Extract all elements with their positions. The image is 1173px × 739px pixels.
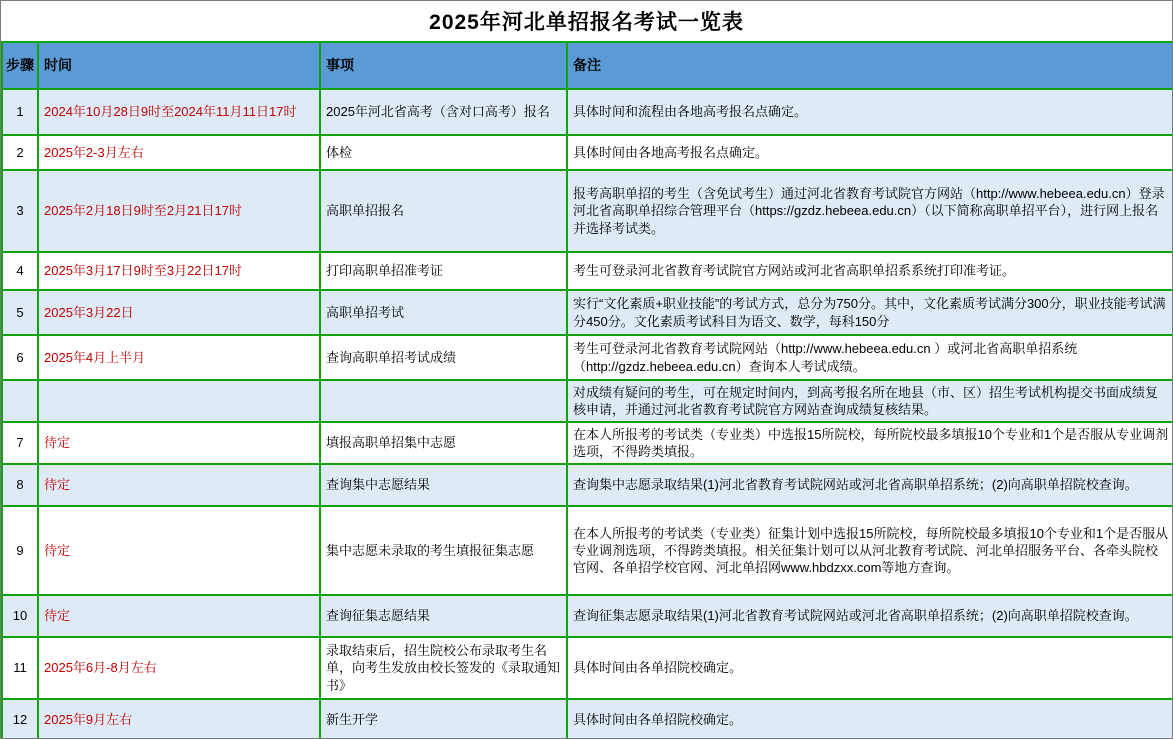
- item-cell: 查询集中志愿结果: [320, 464, 567, 506]
- column-header-note: 备注: [567, 42, 1173, 89]
- time-cell: 2025年3月22日: [38, 290, 320, 335]
- time-cell: 待定: [38, 506, 320, 595]
- table-row: [2, 506, 1173, 595]
- table-row: [2, 335, 1173, 380]
- step-cell: 9: [2, 506, 38, 595]
- note-cell: 查询集中志愿录取结果(1)河北省教育考试院网站或河北省高职单招系统；(2)向高职单招院校查询。: [567, 464, 1173, 506]
- item-cell: 填报高职单招集中志愿: [320, 422, 567, 464]
- time-cell: 2024年10月28日9时至2024年11月11日17时: [38, 89, 320, 135]
- table-row: [2, 170, 1173, 252]
- table-row: [2, 464, 1173, 506]
- time-cell: 待定: [38, 464, 320, 506]
- step-cell: 11: [2, 637, 38, 699]
- item-cell: 新生开学: [320, 699, 567, 739]
- item-cell: 高职单招考试: [320, 290, 567, 335]
- time-cell: 2025年6月-8月左右: [38, 637, 320, 699]
- table-row: [2, 135, 1173, 170]
- note-cell: 具体时间和流程由各地高考报名点确定。: [567, 89, 1173, 135]
- table-row: [2, 89, 1173, 135]
- item-cell: 集中志愿未录取的考生填报征集志愿: [320, 506, 567, 595]
- step-cell: 8: [2, 464, 38, 506]
- time-cell: 2025年4月上半月: [38, 335, 320, 380]
- time-cell: 待定: [38, 422, 320, 464]
- time-cell: 2025年3月17日9时至3月22日17时: [38, 252, 320, 290]
- table-body: [2, 89, 1173, 739]
- table-row: [2, 595, 1173, 637]
- column-header-item: 事项: [320, 42, 567, 89]
- step-cell: 12: [2, 699, 38, 739]
- item-cell: 高职单招报名: [320, 170, 567, 252]
- table-row: [2, 380, 1173, 422]
- note-cell: 具体时间由各地高考报名点确定。: [567, 135, 1173, 170]
- step-cell: 5: [2, 290, 38, 335]
- item-cell: 查询征集志愿结果: [320, 595, 567, 637]
- exam-schedule-table: [1, 41, 1173, 739]
- step-cell: 7: [2, 422, 38, 464]
- step-cell: 10: [2, 595, 38, 637]
- column-header-step: 步骤: [2, 42, 38, 89]
- note-cell: 考生可登录河北省教育考试院官方网站或河北省高职单招系系统打印准考证。: [567, 252, 1173, 290]
- table-row: [2, 252, 1173, 290]
- table-header-row: [2, 42, 1173, 89]
- table-row: [2, 422, 1173, 464]
- note-cell: 在本人所报考的考试类（专业类）征集计划中选报15所院校，每所院校最多填报10个专业和1个是否服从专业调剂选项，不得跨类填报。相关征集计划可以从河北教育考试院、河北单招服务平台、各牵头院校官网、各单招学校官网、河北单招网www.hbdzxx.com等地方查询。: [567, 506, 1173, 595]
- page-title: 2025年河北单招报名考试一览表: [429, 11, 744, 34]
- step-cell: 1: [2, 89, 38, 135]
- table-row: [2, 637, 1173, 699]
- note-cell: 在本人所报考的考试类（专业类）中选报15所院校，每所院校最多填报10个专业和1个是否服从专业调剂选项，不得跨类填报。: [567, 422, 1173, 464]
- item-cell: 查询高职单招考试成绩: [320, 335, 567, 380]
- step-cell: 4: [2, 252, 38, 290]
- time-cell: 2025年2月18日9时至2月21日17时: [38, 170, 320, 252]
- table-row: [2, 699, 1173, 739]
- note-cell: 对成绩有疑问的考生，可在规定时间内，到高考报名所在地县（市、区）招生考试机构提交书面成绩复核申请，并通过河北省教育考试院官方网站查询成绩复核结果。: [567, 380, 1173, 422]
- note-cell: 实行“文化素质+职业技能”的考试方式，总分为750分。其中，文化素质考试满分300分，职业技能考试满分450分。文化素质考试科目为语文、数学，每科150分: [567, 290, 1173, 335]
- note-cell: 考生可登录河北省教育考试院网站（http://www.hebeea.edu.cn ）或河北省高职单招系统（http://gzdz.hebeea.edu.cn）查询本人考试成绩。: [567, 335, 1173, 380]
- time-cell: 2025年9月左右: [38, 699, 320, 739]
- item-cell: 体检: [320, 135, 567, 170]
- note-cell: 具体时间由各单招院校确定。: [567, 637, 1173, 699]
- item-cell: 录取结束后，招生院校公布录取考生名单，向考生发放由校长签发的《录取通知书》: [320, 637, 567, 699]
- item-cell: 打印高职单招准考证: [320, 252, 567, 290]
- note-cell: 查询征集志愿录取结果(1)河北省教育考试院网站或河北省高职单招系统；(2)向高职单招院校查询。: [567, 595, 1173, 637]
- note-cell: 报考高职单招的考生（含免试考生）通过河北省教育考试院官方网站（http://www.hebeea.edu.cn）登录河北省高职单招综合管理平台（https://gzdz.hebeea.edu.cn）（以下简称高职单招平台），进行网上报名并选择考试类。: [567, 170, 1173, 252]
- step-cell: 3: [2, 170, 38, 252]
- item-cell: 2025年河北省高考（含对口高考）报名: [320, 89, 567, 135]
- item-cell: [320, 380, 567, 422]
- time-cell: [38, 380, 320, 422]
- note-cell: 具体时间由各单招院校确定。: [567, 699, 1173, 739]
- time-cell: 2025年2-3月左右: [38, 135, 320, 170]
- step-cell: 2: [2, 135, 38, 170]
- step-cell: 6: [2, 335, 38, 380]
- step-cell: [2, 380, 38, 422]
- table-row: [2, 290, 1173, 335]
- title-bar: [1, 1, 1172, 41]
- time-cell: 待定: [38, 595, 320, 637]
- column-header-time: 时间: [38, 42, 320, 89]
